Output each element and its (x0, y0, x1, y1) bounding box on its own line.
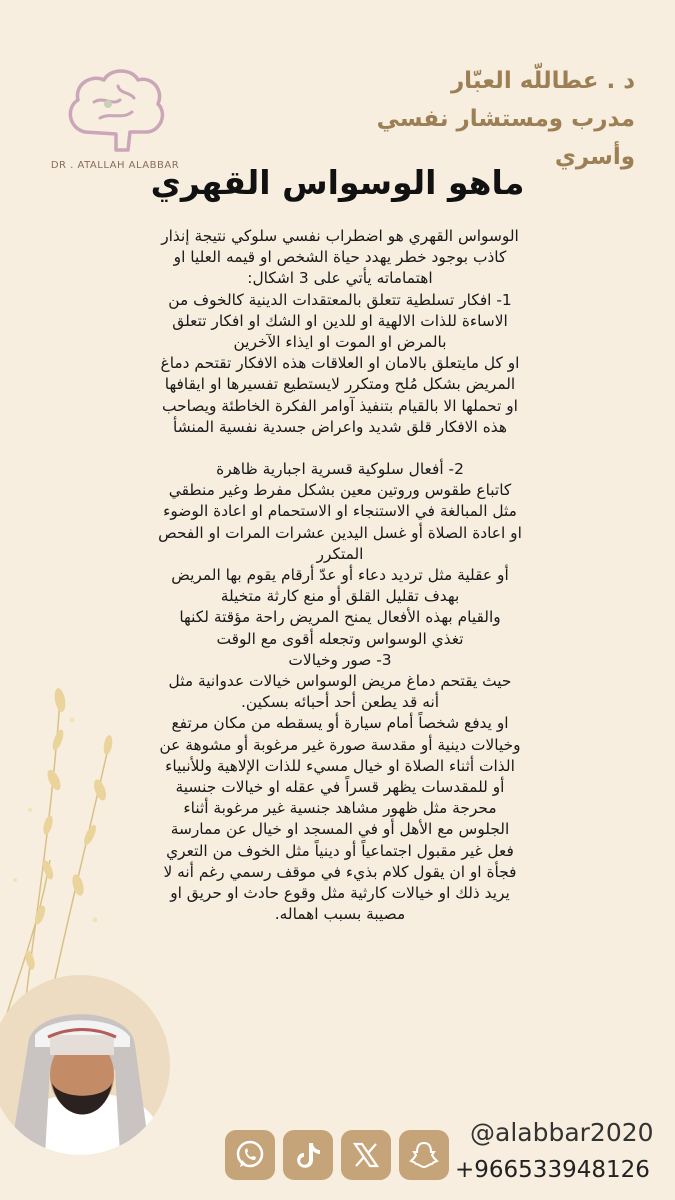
x-button[interactable] (341, 1130, 391, 1180)
whatsapp-icon (233, 1138, 267, 1172)
article-line: بالمرض او الموت او ايذاء الآخرين (233, 333, 447, 352)
article-line: تغذي الوسواس وتجعله أقوى مع الوقت (216, 629, 464, 648)
article-line: 3- صور وخيالات (288, 650, 392, 669)
snapchat-icon (407, 1138, 441, 1172)
x-icon (351, 1140, 381, 1170)
article-line: أو للمقدسات يظهر قسراً في عقله او خيالات جنسية (175, 778, 505, 797)
article-line: 2- أفعال سلوكية قسرية اجبارية ظاهرة (216, 460, 464, 479)
article-line: اهتماماته يأتي على 3 اشكال: (247, 269, 433, 288)
article-line: المتكرر (316, 544, 364, 563)
article-line: والقيام بهذه الأفعال يمنح المريض راحة مؤقتة لكنها (179, 608, 501, 627)
author-title: مدرب ومستشار نفسي وأسري (376, 106, 635, 170)
social-handle: @alabbar2020 (470, 1118, 654, 1147)
article-line: او تحملها الا بالقيام بتنفيذ آوامر الفكرة الخاطئة ويصاحب (162, 396, 518, 415)
article-line: مصيبة بسبب اهماله. (274, 905, 406, 924)
article-line: او يدفع شخصاً أمام سيارة أو يسقطه من مكان مرتفع (171, 714, 509, 733)
article-title: ماهو الوسواس القهري (150, 163, 525, 202)
article-line: مثل المبالغة في الاستنجاء او الاستحمام او اعادة الوضوء (163, 502, 517, 521)
author-photo (0, 975, 170, 1155)
article-line: فعل غير مقبول اجتماعياً أو دينياً مثل الخوف من التعري (166, 841, 514, 860)
paragraph-gap (42, 438, 638, 459)
article-line: أنه قد يطعن أحد أحبائه بسكين. (240, 693, 440, 712)
article-line: كاتباع طقوس وروتين معين بشكل مفرط وغير منطقي (168, 481, 512, 500)
author-portrait-icon (0, 975, 170, 1155)
brain-logo-icon (60, 62, 170, 162)
article-line: الذات أثناء الصلاة او خيال مسيء للذات الإلاهية وللأنبياء (165, 756, 515, 775)
article-line: يريد ذلك او خيالات كارثية مثل وقوع حادث او حريق او (170, 884, 510, 903)
article-line: او كل مايتعلق بالامان او العلاقات هذه الافكار تقتحم دماغ (160, 354, 520, 373)
tiktok-button[interactable] (283, 1130, 333, 1180)
article-line: كاذب بوجود خطر يهدد حياة الشخص او قيمه العليا او (173, 248, 507, 267)
whatsapp-button[interactable] (225, 1130, 275, 1180)
article-line: الاساءة للذات الالهية او للدين او الشك او افكار تتعلق (172, 311, 508, 330)
article-line: أو عقلية مثل ترديد دعاء أو عدّ أرقام يقوم بها المريض (171, 566, 509, 585)
article-line: او اعادة الصلاة أو غسل اليدين عشرات المرات او الفحص (158, 523, 522, 542)
article-line: محرجة مثل ظهور مشاهد جنسية غير مرغوبة أثناء (183, 799, 497, 818)
article-line: هذه الافكار قلق شديد واعراض جسدية نفسية المنشأ (173, 417, 507, 436)
author-name: د . عطاللّه العبّار (450, 68, 635, 94)
article-line: حيث يقتحم دماغ مريض الوسواس خيالات عدوانية مثل (168, 672, 512, 691)
article-line: الوسواس القهري هو اضطراب نفسي سلوكي نتيجة إنذار (161, 227, 519, 245)
logo-caption: DR . ATALLAH ALABBAR (50, 160, 180, 171)
author-header (305, 62, 635, 176)
article-line: المريض بشكل مُلح ومتكرر لايستطيع تفسيرها او ايقافها (164, 375, 516, 394)
phone-number: +966533948126 (455, 1157, 650, 1183)
article-line: بهدف تقليل القلق أو منع كارثة متخيلة (220, 587, 460, 606)
article-line: 1- افكار تسلطية تتعلق بالمعتقدات الدينية كالخوف من (168, 290, 512, 309)
snapchat-button[interactable] (399, 1130, 449, 1180)
article-line: فجأة او ان يقول كلام بذيء في موقف رسمي رغم أنه لا (163, 862, 517, 881)
article-line: الجلوس مع الأهل أو في المسجد او خيال عن ممارسة (170, 820, 510, 839)
tiktok-icon (291, 1138, 325, 1172)
article-line: وخيالات دينية أو مقدسة صورة غير مرغوبة أو مشوهة عن (159, 735, 521, 754)
